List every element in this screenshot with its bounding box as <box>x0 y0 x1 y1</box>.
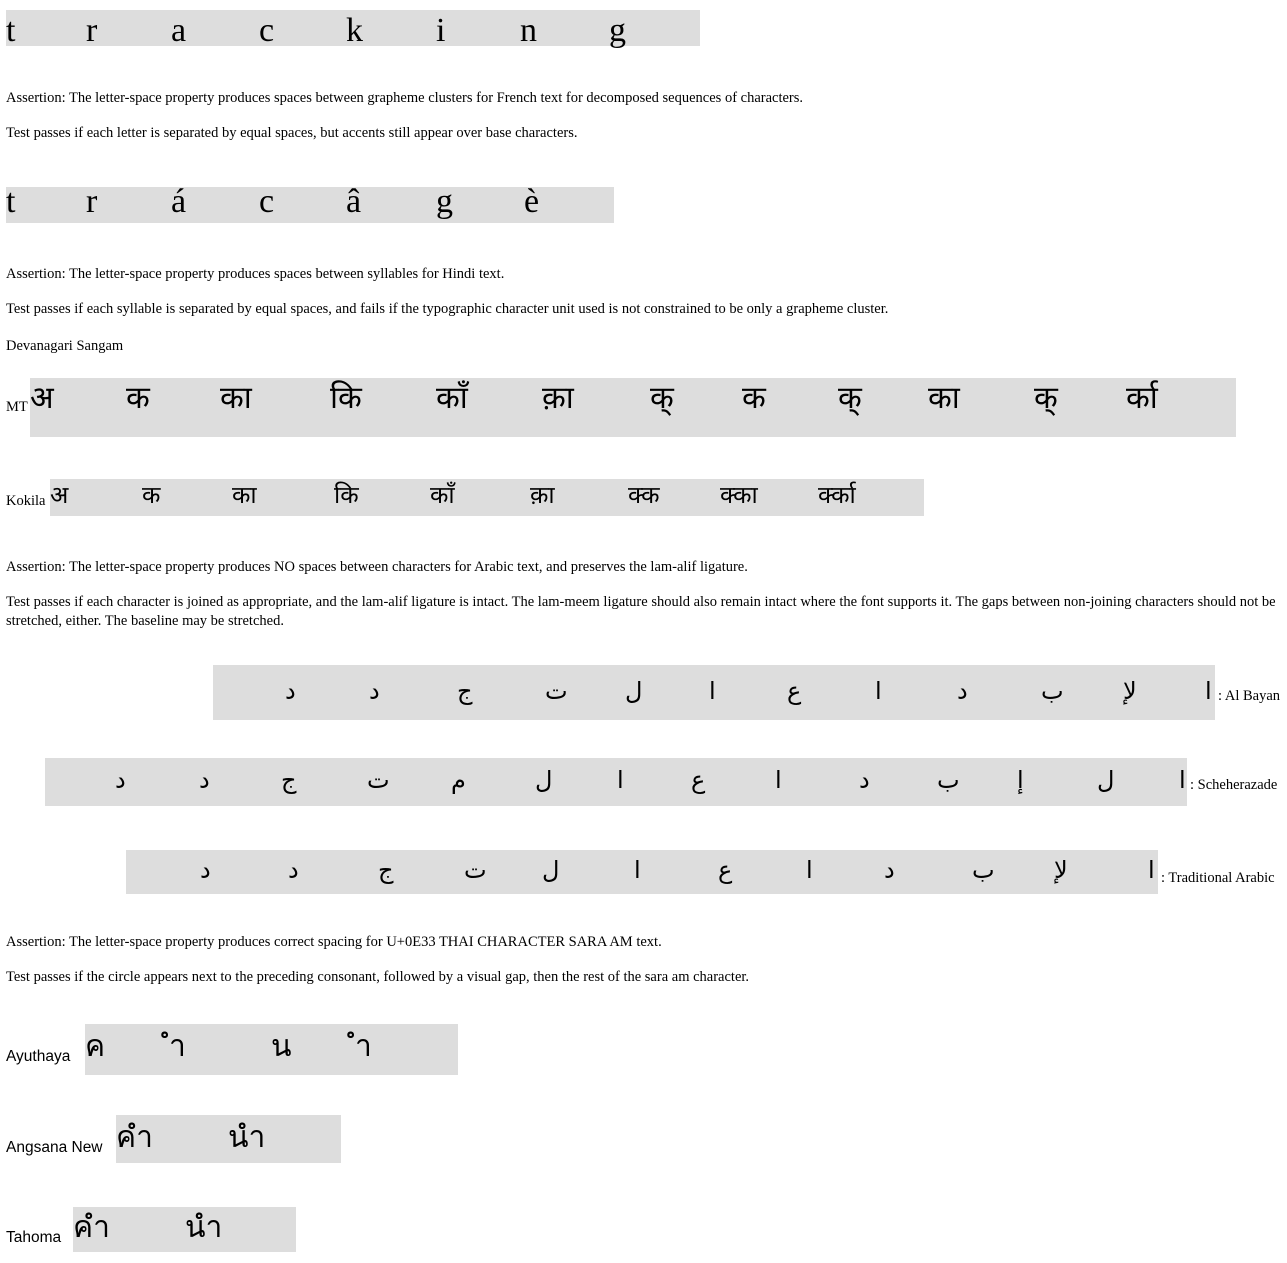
ayuthaya-glyphs-item: ํา <box>169 1029 186 1064</box>
font-label-devanagari-sangam: Devanagari Sangam <box>6 338 124 354</box>
hindi-assertion: Assertion: The letter-space property produces spaces between syllables for Hindi text. <box>6 266 505 282</box>
kokila-syllables-item: क्का <box>720 481 758 509</box>
tracking-letters-item: n <box>520 12 537 49</box>
tracking-letters-item: k <box>346 12 363 49</box>
angsana-new-glyphs-item: คํา <box>116 1120 153 1155</box>
devanagari-sangam-sample-box <box>30 378 1236 437</box>
thai-test-instruction: Test passes if the circle appears next to the preceding consonant, followed by a visual gap, then the rest of the sara am character. <box>6 969 750 985</box>
kokila-syllables-item: अ <box>50 481 69 509</box>
french-letters-item: è <box>524 183 540 220</box>
angsana-new-sample-box <box>116 1115 341 1163</box>
scheherazade-glyphs-item: د <box>115 766 126 794</box>
al-bayan-glyphs-item: ب <box>1041 677 1064 705</box>
kokila-syllables-item: कि <box>334 481 359 509</box>
angsana-new-glyphs <box>116 1115 341 1163</box>
kokila-sample-box <box>50 479 924 516</box>
scheherazade-glyphs-item: ا <box>1179 766 1186 794</box>
tracking-letters-item: t <box>6 12 16 49</box>
scheherazade-glyphs <box>45 758 1187 806</box>
tracking-letters-item: g <box>609 12 626 49</box>
tracking-letters-item: a <box>171 12 187 49</box>
traditional-arabic-glyphs-item: ع <box>718 856 733 884</box>
scheherazade-glyphs-item: ا <box>775 766 782 794</box>
arabic-test-instruction: Test passes if each character is joined as appropriate, and the lam-alif ligature is intact. The lam-meem ligature should also remain intact where the font supports it. The gaps between non-joining characters should not be stretched, either. The baseline may be stretched. <box>6 594 1276 629</box>
devanagari-sangam-syllables-item: क़ा <box>542 380 574 416</box>
al-bayan-glyphs-item: ا <box>875 677 882 705</box>
devanagari-sangam-syllables-item: क् <box>650 380 674 416</box>
hindi-test-instruction: Test passes if each syllable is separated by equal spaces, and fails if the typographic character unit used is not constrained to be only a grapheme cluster. <box>6 301 889 317</box>
al-bayan-glyphs-item: ت <box>545 677 568 705</box>
scheherazade-glyphs-item: د <box>199 766 210 794</box>
al-bayan-glyphs-item: د <box>369 677 380 705</box>
devanagari-sangam-syllables-item: कि <box>330 380 362 416</box>
devanagari-sangam-syllables-item: काँ <box>436 380 468 416</box>
arabic-assertion: Assertion: The letter-space property produces NO spaces between characters for Arabic text, and preserves the lam-alif ligature. <box>6 559 748 575</box>
font-label-traditional-arabic: : Traditional Arabic <box>1161 870 1275 886</box>
traditional-arabic-glyphs-item: ا <box>1148 856 1155 884</box>
ayuthaya-sample-box <box>85 1024 458 1075</box>
devanagari-sangam-syllables-item: क् <box>838 380 862 416</box>
al-bayan-glyphs-item: د <box>957 677 968 705</box>
scheherazade-glyphs-item: ت <box>367 766 390 794</box>
ayuthaya-glyphs-item: น <box>271 1029 292 1064</box>
kokila-syllables <box>50 479 924 516</box>
font-label-ayuthaya: Ayuthaya <box>6 1048 71 1065</box>
thai-assertion: Assertion: The letter-space property produces correct spacing for U+0E33 THAI CHARACTER SARA AM text. <box>6 934 662 950</box>
tracking-letters <box>6 10 700 49</box>
traditional-arabic-glyphs-item: ج <box>378 856 394 884</box>
angsana-new-glyphs-item: นํา <box>228 1120 266 1155</box>
french-letters-item: r <box>86 183 98 220</box>
traditional-arabic-glyphs-item: د <box>288 856 299 884</box>
tahoma-glyphs-item: นํา <box>185 1210 223 1245</box>
tahoma-sample-box <box>73 1207 296 1252</box>
al-bayan-glyphs-item: ع <box>787 677 802 705</box>
font-label-angsana-new: Angsana New <box>6 1139 103 1156</box>
scheherazade-glyphs-item: م <box>451 766 466 794</box>
font-label-al-bayan: : Al Bayan <box>1218 688 1281 704</box>
tahoma-glyphs-item: คํา <box>73 1210 110 1245</box>
devanagari-sangam-syllables-item: का <box>928 380 960 416</box>
ayuthaya-glyphs-item: ค <box>85 1029 106 1064</box>
french-letters-item: t <box>6 183 16 220</box>
devanagari-sangam-syllables-item: क <box>126 380 150 416</box>
devanagari-sangam-syllables-item: का <box>220 380 252 416</box>
al-bayan-glyphs-item: د <box>285 677 296 705</box>
scheherazade-glyphs-item: إ <box>1017 766 1024 794</box>
traditional-arabic-glyphs-item: لإ <box>1054 856 1068 884</box>
al-bayan-glyphs-item: لإ <box>1123 677 1137 705</box>
traditional-arabic-glyphs-item: ا <box>634 856 641 884</box>
tracking-letters-item: r <box>86 12 98 49</box>
french-assertion: Assertion: The letter-space property produces spaces between grapheme clusters for French text for decomposed sequences of characters. <box>6 90 804 106</box>
devanagari-sangam-syllables-item: क् <box>1034 380 1058 416</box>
traditional-arabic-sample-box <box>126 850 1158 894</box>
scheherazade-glyphs-item: ب <box>937 766 960 794</box>
font-label-tahoma: Tahoma <box>6 1229 62 1246</box>
scheherazade-glyphs-item: ع <box>691 766 706 794</box>
font-label-devanagari-mt: MT <box>6 399 28 415</box>
scheherazade-glyphs-item: ج <box>281 766 297 794</box>
al-bayan-sample-box <box>213 665 1215 720</box>
french-letters <box>6 183 614 223</box>
french-test-instruction: Test passes if each letter is separated by equal spaces, but accents still appear over base characters. <box>6 125 578 141</box>
traditional-arabic-glyphs-item: د <box>200 856 211 884</box>
traditional-arabic-glyphs-item: ب <box>972 856 995 884</box>
al-bayan-glyphs-item: ا <box>1205 677 1212 705</box>
font-label-scheherazade: : Scheherazade <box>1190 777 1278 793</box>
devanagari-sangam-syllables-item: क <box>742 380 766 416</box>
devanagari-sangam-syllables-item: र्का <box>1126 380 1158 416</box>
ayuthaya-glyphs <box>85 1024 458 1075</box>
font-label-kokila: Kokila <box>6 493 46 509</box>
french-letters-item: á <box>171 183 187 220</box>
kokila-syllables-item: क़ा <box>530 481 555 509</box>
french-letters-item: g <box>436 183 453 220</box>
kokila-syllables-item: र्क्का <box>818 481 856 509</box>
traditional-arabic-glyphs-item: د <box>884 856 895 884</box>
scheherazade-glyphs-item: د <box>859 766 870 794</box>
al-bayan-glyphs-item: ج <box>457 677 473 705</box>
al-bayan-glyphs <box>213 665 1215 720</box>
ayuthaya-glyphs-item: ํา <box>355 1029 372 1064</box>
french-letters-item: c <box>259 183 275 220</box>
kokila-syllables-item: का <box>232 481 257 509</box>
kokila-syllables-item: क्क <box>628 481 660 509</box>
scheherazade-sample-box <box>45 758 1187 806</box>
scheherazade-glyphs-item: ا <box>617 766 624 794</box>
traditional-arabic-glyphs-item: ا <box>806 856 813 884</box>
tahoma-glyphs <box>73 1207 296 1252</box>
kokila-syllables-item: क <box>142 481 161 509</box>
scheherazade-glyphs-item: ل <box>535 766 553 794</box>
traditional-arabic-glyphs <box>126 850 1158 894</box>
devanagari-sangam-syllables <box>30 378 1236 437</box>
french-letters-item: â <box>346 183 362 220</box>
tracking-letters-item: i <box>436 12 446 49</box>
traditional-arabic-glyphs-item: ل <box>542 856 560 884</box>
french-sample-box <box>6 183 614 223</box>
al-bayan-glyphs-item: ل <box>625 677 643 705</box>
kokila-syllables-item: काँ <box>430 481 455 509</box>
tracking-sample-box <box>6 10 700 49</box>
devanagari-sangam-syllables-item: अ <box>30 380 54 416</box>
tracking-letters-item: c <box>259 12 275 49</box>
traditional-arabic-glyphs-item: ت <box>464 856 487 884</box>
scheherazade-glyphs-item: ل <box>1097 766 1115 794</box>
al-bayan-glyphs-item: ا <box>709 677 716 705</box>
